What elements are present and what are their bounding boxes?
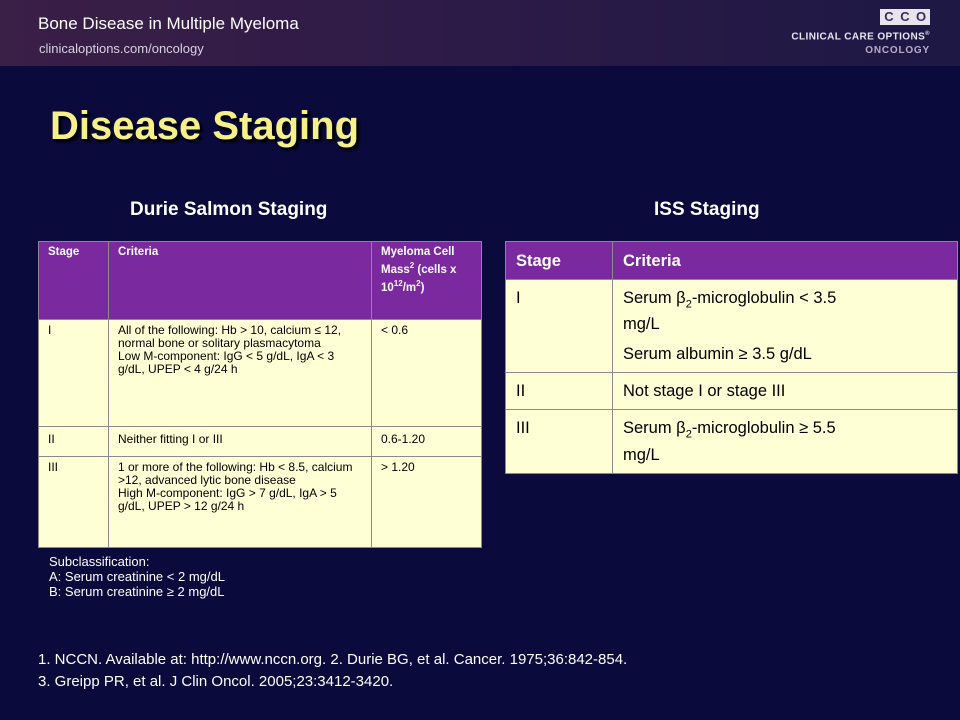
table-row xyxy=(506,373,958,410)
header-cell-cell-mass xyxy=(372,242,482,320)
table-row xyxy=(39,320,482,427)
iss-heading: ISS Staging xyxy=(654,199,760,220)
criteria-part: Serum β xyxy=(623,289,686,307)
header-text: ) xyxy=(420,281,425,294)
criteria-cell: Neither fitting I or III xyxy=(109,427,372,457)
logo-letter: C xyxy=(884,9,894,24)
stage-cell: II xyxy=(39,427,109,457)
table-row xyxy=(506,410,958,473)
criteria-text: Low M-component: IgG < 5 g/dL, IgA < 3 g/dL, UPEP < 4 g/24 h xyxy=(118,349,335,376)
superscript: 2 xyxy=(416,278,421,288)
logo-subtext: ONCOLOGY xyxy=(865,45,930,56)
criteria-part: Serum β xyxy=(623,419,686,438)
subclass-b: B: Serum creatinine ≥ 2 mg/dL xyxy=(49,584,225,599)
logo-letter: O xyxy=(915,9,927,24)
durie-salmon-heading: Durie Salmon Staging xyxy=(130,199,328,220)
header-cell-stage: Stage xyxy=(39,242,109,320)
stage-cell: I xyxy=(39,320,109,427)
header-text: Myeloma Cell Mass xyxy=(381,246,455,276)
stage-cell: III xyxy=(39,457,109,548)
criteria-text xyxy=(623,288,853,334)
logo-text xyxy=(791,31,930,42)
header-cell-stage: Stage xyxy=(506,242,613,280)
criteria-text: High M-component: IgG > 7 g/dL, IgA > 5 g/dL, UPEP > 12 g/24 h xyxy=(118,486,337,513)
stage-cell: I xyxy=(506,280,613,373)
iss-table xyxy=(505,241,958,474)
subclass-title: Subclassification: xyxy=(49,554,150,569)
criteria-cell xyxy=(109,320,372,427)
mass-cell: > 1.20 xyxy=(372,457,482,548)
criteria-text xyxy=(623,418,853,464)
durie-salmon-table xyxy=(38,241,482,548)
criteria-text: All of the following: Hb > 10, calcium ≤ 12, normal bone or solitary plasmacytoma xyxy=(118,323,342,350)
header-text: /m xyxy=(402,281,417,294)
table-row xyxy=(506,280,958,373)
subclass-a: A: Serum creatinine < 2 mg/dL xyxy=(49,569,225,584)
table-header-row xyxy=(39,242,482,320)
subscript: 2 xyxy=(685,298,692,311)
mass-cell: 0.6-1.20 xyxy=(372,427,482,457)
logo-registered: ® xyxy=(925,31,930,37)
stage-cell: II xyxy=(506,373,613,410)
reference-line: 3. Greipp PR, et al. J Clin Oncol. 2005;23:3412-3420. xyxy=(38,673,394,690)
superscript: 2 xyxy=(409,261,415,270)
header-text: (cells x 10 xyxy=(381,263,457,294)
criteria-part: -microglobulin < 3.5 mg/L xyxy=(623,289,837,334)
references xyxy=(38,649,627,693)
criteria-cell xyxy=(613,280,958,373)
superscript: 12 xyxy=(393,278,403,288)
criteria-part: -microglobulin ≥ 5.5 mg/L xyxy=(623,419,836,464)
header-cell-criteria: Criteria xyxy=(109,242,372,320)
source-url: clinicaloptions.com/oncology xyxy=(39,41,204,56)
logo-letter: C xyxy=(900,9,910,24)
criteria-cell xyxy=(613,410,958,473)
criteria-text: Serum albumin ≥ 3.5 g/dL xyxy=(623,345,812,364)
criteria-cell xyxy=(109,457,372,548)
reference-line: 1. NCCN. Available at: http://www.nccn.org. 2. Durie BG, et al. Cancer. 1975;36:842-854. xyxy=(38,651,628,668)
table-header-row xyxy=(506,242,958,280)
criteria-text: 1 or more of the following: Hb < 8.5, calcium >12, advanced lytic bone disease xyxy=(118,460,353,487)
logo-text-main: CLINICAL CARE OPTIONS xyxy=(791,31,926,43)
table-row xyxy=(39,457,482,548)
header-bar xyxy=(0,0,960,66)
slide-title: Disease Staging xyxy=(50,104,360,148)
mass-cell: < 0.6 xyxy=(372,320,482,427)
subscript: 2 xyxy=(685,428,692,441)
table-row xyxy=(39,427,482,457)
cco-logo-icon xyxy=(880,9,930,25)
presentation-title: Bone Disease in Multiple Myeloma xyxy=(38,14,299,33)
header-cell-criteria: Criteria xyxy=(613,242,958,280)
stage-cell: III xyxy=(506,410,613,473)
subclassification-note xyxy=(49,554,225,599)
criteria-cell: Not stage I or stage III xyxy=(613,373,958,410)
